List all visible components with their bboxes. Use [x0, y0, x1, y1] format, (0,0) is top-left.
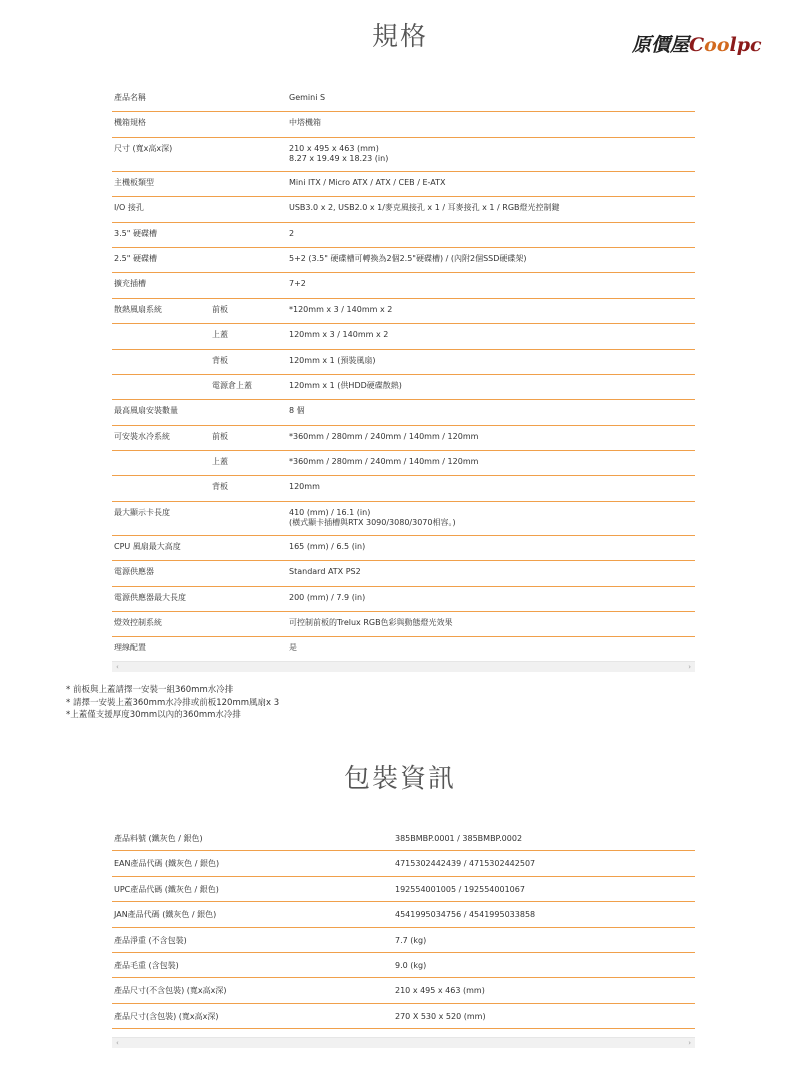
spec-value-line: 中塔機箱	[289, 118, 321, 128]
spec-value	[289, 457, 478, 467]
package-table	[112, 826, 695, 1029]
spec-row	[112, 476, 695, 501]
spec-label: 2.5" 硬碟槽	[114, 253, 157, 263]
spec-label: 散熱風扇系統	[114, 304, 162, 314]
spec-value	[289, 618, 453, 628]
spec-row	[112, 400, 695, 425]
spec-value-line: (橫式顯卡插槽與RTX 3090/3080/3070相容。)	[289, 517, 456, 527]
spec-row	[112, 375, 695, 400]
spec-value	[289, 305, 392, 315]
logo-rest: lpc	[729, 34, 762, 56]
package-row	[112, 978, 695, 1003]
package-label: JAN產品代碼 (鐵灰色 / 銀色)	[114, 910, 217, 920]
scroll-left-arrow[interactable]: ‹	[116, 663, 119, 671]
spec-value	[289, 567, 361, 577]
spec-value-line: *120mm x 3 / 140mm x 2	[289, 304, 393, 314]
spec-row	[112, 87, 695, 112]
package-row	[112, 953, 695, 978]
spec-row	[112, 248, 695, 273]
spec-sublabel: 上蓋	[212, 457, 228, 467]
spec-sublabel: 前板	[212, 431, 228, 441]
spec-row	[112, 350, 695, 375]
spec-value	[289, 542, 365, 552]
spec-label: 最大顯示卡長度	[114, 507, 170, 517]
spec-value	[289, 118, 321, 128]
spec-table-scrollbar[interactable]	[112, 661, 695, 672]
scroll-right-arrow[interactable]: ›	[688, 1039, 691, 1047]
spec-value-line: 120mm	[289, 482, 320, 492]
note-line: *上蓋僅支援厚度30mm以內的360mm水冷排	[66, 710, 241, 720]
spec-value	[289, 482, 320, 492]
package-table-scrollbar[interactable]	[112, 1037, 695, 1048]
package-value: 7.7 (kg)	[395, 935, 427, 945]
spec-row	[112, 612, 695, 637]
package-section-title: 包裝資訊	[343, 764, 456, 794]
spec-label: 擴充插槽	[114, 279, 146, 289]
spec-value-line: 8.27 x 19.49 x 18.23 (in)	[289, 153, 389, 163]
spec-label: CPU 風扇最大高度	[114, 541, 181, 551]
spec-value	[289, 178, 445, 188]
spec-value-line: 5+2 (3.5" 硬碟槽可轉換為2個2.5"硬碟槽) / (內附2個SSD硬碟架)	[289, 253, 527, 263]
spec-label: 電源供應器最大長度	[114, 592, 186, 602]
package-row	[112, 877, 695, 902]
spec-table	[112, 87, 695, 663]
spec-label: 機箱規格	[114, 118, 146, 128]
spec-value-line: 7+2	[289, 279, 306, 289]
spec-value-line: 是	[289, 643, 297, 653]
spec-label: 主機板類型	[114, 177, 154, 187]
coolpc-logo[interactable]	[632, 30, 762, 57]
spec-row	[112, 536, 695, 561]
spec-value	[289, 279, 306, 289]
spec-sublabel: 背板	[212, 355, 228, 365]
spec-value	[289, 254, 527, 264]
spec-label: I/O 接孔	[114, 203, 144, 213]
package-value: 270 X 530 x 520 (mm)	[395, 1011, 486, 1021]
package-label: EAN產品代碼 (鐵灰色 / 銀色)	[114, 859, 220, 869]
spec-row	[112, 138, 695, 172]
spec-value-line: *360mm / 280mm / 240mm / 140mm / 120mm	[289, 431, 479, 441]
logo-oo: oo	[704, 34, 730, 56]
package-label: 產品料號 (鐵灰色 / 銀色)	[114, 834, 203, 843]
spec-row	[112, 587, 695, 612]
package-label: 產品淨重 (不含包裝)	[114, 935, 187, 945]
spec-value-line: 8 個	[289, 406, 305, 416]
spec-section-title: 規格	[371, 22, 428, 52]
spec-sublabel: 前板	[212, 304, 228, 314]
spec-sublabel: 電源倉上蓋	[212, 380, 252, 390]
spec-value-line: 120mm x 1 (預裝風扇)	[289, 355, 376, 365]
spec-value	[289, 432, 478, 442]
scroll-left-arrow[interactable]: ‹	[116, 1039, 119, 1047]
spec-value-line: 可控制前板的Trelux RGB色彩與動態燈光效果	[289, 618, 453, 628]
spec-value	[289, 144, 388, 164]
spec-row	[112, 502, 695, 536]
note-line: * 前板與上蓋請擇一安裝一組360mm水冷排	[66, 685, 234, 695]
spec-value-line: 120mm x 1 (供HDD硬碟散熱)	[289, 380, 402, 390]
scroll-right-arrow[interactable]: ›	[688, 663, 691, 671]
spec-row	[112, 273, 695, 298]
spec-row	[112, 426, 695, 451]
spec-notes	[66, 684, 279, 722]
spec-value-line: Gemini S	[289, 93, 326, 102]
package-value: 385BMBP.0001 / 385BMBP.0002	[395, 834, 523, 843]
spec-value	[289, 406, 305, 416]
spec-label: 3.5" 硬碟槽	[114, 228, 157, 238]
spec-label: 尺寸 (寬x高x深)	[114, 143, 173, 153]
spec-row	[112, 223, 695, 248]
spec-row	[112, 299, 695, 324]
spec-value-line: USB3.0 x 2, USB2.0 x 1/麥克風接孔 x 1 / 耳麥接孔 x 1 / RGB燈光控制鍵	[289, 203, 560, 213]
spec-value	[289, 508, 456, 528]
spec-value-line: 120mm x 3 / 140mm x 2	[289, 330, 389, 340]
spec-value	[289, 643, 297, 653]
spec-value-line: 210 x 495 x 463 (mm)	[289, 143, 379, 153]
package-label: 產品尺寸(含包裝) (寬x高x深)	[114, 1011, 219, 1021]
spec-value-line: *360mm / 280mm / 240mm / 140mm / 120mm	[289, 457, 479, 467]
package-label: 產品尺寸(不含包裝) (寬x高x深)	[114, 986, 227, 996]
package-label: 產品毛重 (含包裝)	[114, 960, 179, 970]
spec-sublabel: 背板	[212, 482, 228, 492]
package-value: 4715302442439 / 4715302442507	[395, 859, 536, 869]
package-row	[112, 928, 695, 953]
package-value: 192554001005 / 192554001067	[395, 884, 525, 894]
spec-label: 燈效控制系統	[114, 618, 162, 628]
spec-value-line: 165 (mm) / 6.5 (in)	[289, 541, 366, 551]
spec-label: 產品名稱	[114, 93, 146, 102]
spec-value-line: 410 (mm) / 16.1 (in)	[289, 507, 371, 517]
note-line: * 請擇一安裝上蓋360mm水冷排或前板120mm風扇x 3	[66, 697, 280, 708]
logo-prefix: 原價屋	[632, 34, 690, 56]
spec-label: 最高風扇安裝數量	[114, 406, 178, 416]
spec-value	[289, 93, 325, 103]
spec-row	[112, 637, 695, 662]
spec-row	[112, 112, 695, 137]
package-row	[112, 902, 695, 927]
spec-value-line: Standard ATX PS2	[289, 567, 361, 577]
spec-value	[289, 593, 365, 603]
spec-value-line: 2	[289, 228, 295, 238]
spec-label: 可安裝水冷系統	[114, 431, 170, 441]
package-row	[112, 826, 695, 851]
spec-value-line: 200 (mm) / 7.9 (in)	[289, 592, 366, 602]
package-row	[112, 851, 695, 876]
spec-value-line: Mini ITX / Micro ATX / ATX / CEB / E-ATX	[289, 177, 446, 187]
spec-value	[289, 330, 388, 340]
spec-row	[112, 172, 695, 197]
logo-c: C	[689, 34, 705, 56]
spec-row	[112, 324, 695, 349]
spec-row	[112, 197, 695, 222]
spec-value	[289, 203, 560, 213]
package-row	[112, 1004, 695, 1029]
spec-label: 理線配置	[114, 643, 146, 653]
spec-value	[289, 229, 294, 239]
spec-row	[112, 451, 695, 476]
package-value: 9.0 (kg)	[395, 960, 427, 970]
spec-value	[289, 381, 402, 391]
package-label: UPC產品代碼 (鐵灰色 / 銀色)	[114, 884, 219, 894]
spec-row	[112, 561, 695, 586]
package-value: 4541995034756 / 4541995033858	[395, 910, 536, 920]
spec-value	[289, 356, 376, 366]
spec-sublabel: 上蓋	[212, 330, 228, 340]
spec-label: 電源供應器	[114, 567, 154, 577]
package-value: 210 x 495 x 463 (mm)	[395, 986, 485, 996]
